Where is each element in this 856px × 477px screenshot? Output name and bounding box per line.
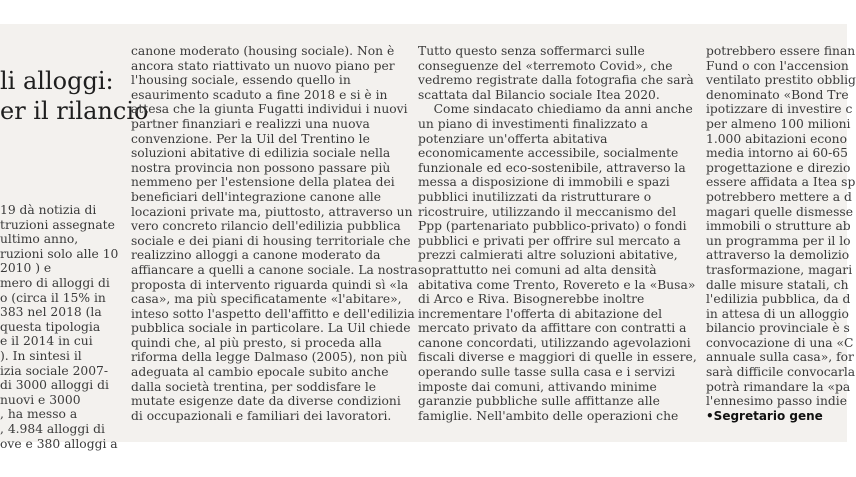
- text-line: annuale sulla casa», for: [706, 350, 854, 365]
- text-line: pubblici inutilizzati da ristrutturare o: [418, 189, 652, 204]
- text-line: famiglie. Nell'ambito delle operazioni che: [418, 408, 679, 423]
- text-line: di 3000 alloggi di: [0, 378, 109, 393]
- text-line: bilancio provinciale è s: [706, 321, 850, 336]
- text-line: Tutto questo senza soffermarci sulle: [418, 44, 645, 58]
- text-line: convocazione di una «C: [706, 335, 854, 350]
- text-column-2: [131, 44, 418, 423]
- text-line: nostra provincia non possono passare più: [131, 160, 391, 175]
- text-line: denominato «Bond Tre: [706, 87, 849, 102]
- text-line: di occupazionali e familiari dei lavoratori.: [131, 408, 392, 423]
- text-line: immobili o strutture ab: [706, 219, 851, 234]
- text-line: , 4.984 alloggi di: [0, 421, 105, 436]
- text-line: l'edilizia pubblica, da d: [706, 292, 851, 307]
- text-line: ruzioni solo alle 10: [0, 246, 119, 261]
- text-line: pubblici e privati per offrire sul mercato a: [418, 233, 681, 248]
- text-line: l'housing sociale, essendo quello in: [131, 73, 351, 88]
- text-line: economicamente accessibile, socialmente: [418, 146, 679, 161]
- text-line: prezzi calmierati altre soluzioni abitative,: [418, 248, 678, 263]
- text-line: abitativa come Trento, Rovereto e la «Busa»: [418, 277, 696, 292]
- text-line: essere affidata a Itea sp: [706, 175, 856, 190]
- text-line: per almeno 100 milioni: [706, 116, 851, 131]
- text-line: scattata dal Bilancio sociale Itea 2020.: [418, 87, 660, 102]
- text-line: potrà rimandare la «pa: [706, 379, 851, 394]
- text-line: incrementare l'offerta di abitazione del: [418, 306, 663, 321]
- text-line: un programma per il lo: [706, 233, 851, 248]
- text-line: dalle misure statali, ch: [706, 277, 849, 292]
- text-line: 19 dà notizia di: [0, 203, 97, 217]
- text-column-3: [418, 44, 697, 423]
- text-line: riforma della legge Dalmaso (2005), non più: [131, 350, 408, 365]
- text-line: Ppp (partenariato pubblico-privato) o fondi: [418, 219, 687, 234]
- text-line: progettazione e direzio: [706, 160, 851, 175]
- text-line: operando sulle tasse sulla casa e i servizi: [418, 365, 676, 380]
- text-column-4: [706, 44, 856, 423]
- text-line: mero di alloggi di: [0, 275, 110, 290]
- headline-line: li alloggi:: [0, 67, 114, 95]
- text-line: magari quelle dismesse: [706, 204, 853, 219]
- text-line: vero concreto rilancio dell'edilizia pubblica: [131, 219, 401, 234]
- text-line: affiancare a quelli a canone sociale. La nostra: [131, 262, 418, 277]
- text-line: conseguenze del «terremoto Covid», che: [418, 58, 673, 73]
- author-signature: •Segretario gene: [706, 408, 823, 423]
- text-line: questa tipologia: [0, 319, 101, 334]
- article-headline: [0, 66, 148, 126]
- text-line: funzionale ed eco-sostenibile, attraverso la: [418, 160, 686, 175]
- text-line: imposte dai comuni, attivando minime: [418, 379, 657, 394]
- text-line: mutate esigenze date da diverse condizioni: [131, 394, 401, 409]
- text-line: 383 nel 2018 (la: [0, 305, 102, 320]
- text-line: truzioni assegnate: [0, 217, 115, 232]
- text-line: sociale e dei piani di housing territoriale che: [131, 233, 411, 248]
- text-line: ultimo anno,: [0, 232, 79, 247]
- text-line: esaurimento scaduto a fine 2018 e si è in: [131, 87, 388, 102]
- text-line: adeguata al cambio epocale subito anche: [131, 365, 389, 380]
- text-line: in attesa di un alloggio: [706, 306, 849, 321]
- text-line: ventilato prestito obblig: [706, 73, 856, 88]
- text-line: canone moderato (housing sociale). Non è: [131, 44, 395, 58]
- text-line: Fund o con l'accension: [706, 58, 849, 73]
- text-line: garanzie pubbliche sulle affittanze alle: [418, 394, 660, 409]
- text-line: nemmeno per l'estensione della platea dei: [131, 175, 395, 190]
- text-line: proposta di intervento riguarda quindi sì «la: [131, 277, 409, 292]
- text-line: realizzino alloggi a canone moderato da: [131, 248, 381, 263]
- text-line: attraverso la demolizio: [706, 248, 850, 263]
- text-line: soprattutto nei comuni ad alta densità: [418, 262, 657, 277]
- text-line: Come sindacato chiediamo da anni anche: [418, 102, 693, 117]
- text-line: ipotizzare di investire c: [706, 102, 853, 117]
- text-line: 2010 ) e: [0, 261, 52, 276]
- text-line: casa», ma più specificatamente «l'abitare»,: [131, 292, 402, 307]
- text-line: attesa che la giunta Fugatti individui i nuovi: [131, 102, 408, 117]
- text-line: mercato privato da affittare con contratti a: [418, 321, 687, 336]
- text-line: messa a disposizione di immobili e spazi: [418, 175, 670, 190]
- text-line: fiscali diverse e maggiori di quelle in essere,: [418, 350, 697, 365]
- text-line: soluzioni abitative di edilizia sociale nella: [131, 146, 391, 161]
- text-line: potrebbero mettere a d: [706, 189, 852, 204]
- headline-line: er il rilancio: [0, 97, 149, 125]
- text-line: potenziare un'offerta abitativa: [418, 131, 608, 146]
- text-line: vedremo registrate dalla fotografia che sarà: [418, 73, 694, 88]
- text-line: l'ennesimo passo indie: [706, 394, 847, 409]
- text-line: potrebbero essere finan: [706, 44, 856, 58]
- text-line: ancora stato riattivato un nuovo piano per: [131, 58, 395, 73]
- text-line: izia sociale 2007-: [0, 363, 109, 378]
- text-line: quindi che, al più presto, si proceda alla: [131, 335, 382, 350]
- text-line: ). In sintesi il: [0, 348, 82, 363]
- text-line: di Arco e Riva. Bisognerebbe inoltre: [418, 292, 645, 307]
- text-line: un piano di investimenti finalizzato a: [418, 116, 648, 131]
- newspaper-clipping: [0, 24, 856, 451]
- text-line: , ha messo a: [0, 407, 78, 422]
- text-line: canone concordati, utilizzando agevolazioni: [418, 335, 691, 350]
- text-line: dalla società trentina, per soddisfare le: [131, 379, 377, 394]
- text-line: ricostruire, utilizzando il meccanismo del: [418, 204, 677, 219]
- text-line: nuovi e 3000: [0, 392, 81, 407]
- text-line: convenzione. Per la Uil del Trentino le: [131, 131, 370, 146]
- text-line: sarà difficile convocarla: [706, 365, 856, 380]
- text-line: locazioni private ma, piuttosto, attraverso un: [131, 204, 413, 219]
- text-line: pubblica sociale in particolare. La Uil chiede: [131, 321, 411, 336]
- text-line: inteso sotto l'aspetto dell'affitto e dell'edilizia: [131, 306, 415, 321]
- text-line: media intorno ai 60-65: [706, 146, 848, 161]
- text-line: 1.000 abitazioni econo: [706, 131, 847, 146]
- text-line: trasformazione, magari: [706, 262, 853, 277]
- text-line: beneficiari dell'integrazione canone alle: [131, 189, 382, 204]
- text-line: partner finanziari e realizzi una nuova: [131, 116, 370, 131]
- text-line: o (circa il 15% in: [0, 290, 106, 305]
- text-line: e il 2014 in cui: [0, 334, 93, 349]
- text-line: ove e 380 alloggi a: [0, 436, 118, 451]
